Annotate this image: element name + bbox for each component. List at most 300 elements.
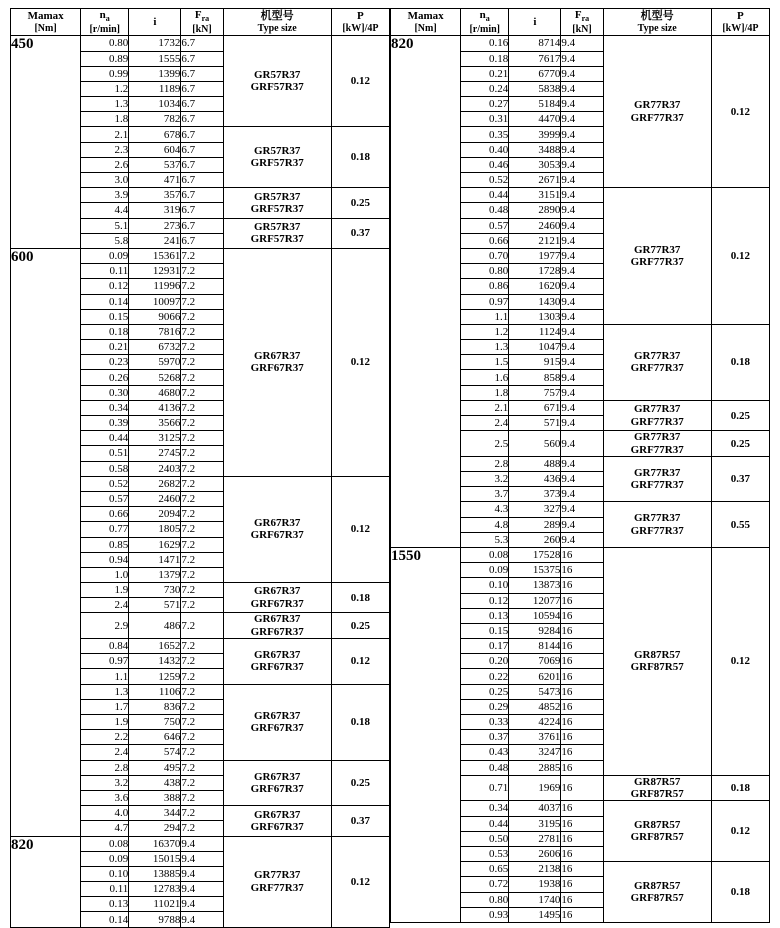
ratio-value: 4136 [129,400,181,415]
power-value: 0.12 [331,248,389,476]
ratio-value: 730 [129,583,181,598]
na-value: 0.80 [461,892,509,907]
fra-value: 9.4 [561,142,603,157]
fra-value: 9.4 [561,97,603,112]
fra-value: 9.4 [561,188,603,203]
na-value: 1.9 [81,715,129,730]
mamax-value: 820 [391,36,461,548]
fra-value: 16 [561,816,603,831]
power-value: 0.25 [331,188,389,218]
fra-value: 7.2 [181,400,223,415]
ratio-value: 16370 [129,836,181,851]
fra-value: 7.2 [181,279,223,294]
type-size-value: GR77R37 GRF77R37 [603,502,711,548]
table-row [391,36,770,51]
header-type: 机型号 Type size [223,9,331,36]
fra-value: 7.2 [181,416,223,431]
fra-value: 6.7 [181,66,223,81]
na-value: 0.48 [461,760,509,775]
na-value: 0.70 [461,248,509,263]
ratio-value: 1047 [509,340,561,355]
header-na: $n_a$ [r/min] [81,9,129,36]
ratio-value: 646 [129,730,181,745]
fra-value: 7.2 [181,669,223,684]
na-value: 2.1 [81,127,129,142]
ratio-value: 15375 [509,563,561,578]
ratio-value: 1805 [129,522,181,537]
ratio-value: 7069 [509,654,561,669]
na-value: 3.2 [461,472,509,487]
ratio-value: 2121 [509,233,561,248]
fra-value: 7.2 [181,775,223,790]
na-value: 0.80 [461,264,509,279]
fra-value: 6.7 [181,142,223,157]
ratio-value: 13885 [129,866,181,881]
type-size-value: GR67R37 GRF67R37 [223,760,331,806]
ratio-value: 373 [509,487,561,502]
ratio-value: 6732 [129,340,181,355]
type-size-value: GR67R37 GRF67R37 [223,806,331,836]
ratio-value: 1555 [129,51,181,66]
ratio-value: 1430 [509,294,561,309]
na-value: 0.52 [81,476,129,491]
ratio-value: 750 [129,715,181,730]
na-value: 0.89 [81,51,129,66]
fra-value: 6.7 [181,36,223,51]
header-na: $n_a$ [r/min] [461,9,509,36]
fra-value: 16 [561,907,603,922]
type-size-value: GR87R57 GRF87R57 [603,547,711,775]
ratio-value: 9788 [129,912,181,927]
ratio-value: 344 [129,806,181,821]
fra-value: 16 [561,846,603,861]
ratio-value: 5268 [129,370,181,385]
na-value: 0.10 [461,578,509,593]
power-value: 0.25 [331,613,389,639]
fra-value: 7.2 [181,583,223,598]
na-value: 0.94 [81,552,129,567]
fra-value: 7.2 [181,248,223,263]
na-value: 2.4 [81,745,129,760]
ratio-value: 560 [509,431,561,457]
ratio-value: 571 [129,598,181,613]
ratio-value: 5970 [129,355,181,370]
na-value: 0.08 [81,836,129,851]
na-value: 0.53 [461,846,509,861]
na-value: 0.09 [81,851,129,866]
fra-value: 7.2 [181,598,223,613]
type-size-value: GR67R37 GRF67R37 [223,248,331,476]
ratio-value: 1969 [509,775,561,801]
ratio-value: 6201 [509,669,561,684]
table-row [11,248,390,263]
na-value: 2.4 [461,416,509,431]
type-size-value: GR57R37 GRF57R37 [223,36,331,127]
table-row [391,547,770,562]
power-value: 0.18 [711,862,769,923]
header-mamax: Mamax [Nm] [11,9,81,36]
ratio-value: 836 [129,699,181,714]
fra-value: 7.2 [181,355,223,370]
na-value: 1.9 [81,583,129,598]
fra-value: 7.2 [181,522,223,537]
na-value: 0.11 [81,882,129,897]
power-value: 0.25 [711,400,769,430]
ratio-value: 6770 [509,66,561,81]
ratio-value: 260 [509,532,561,547]
na-value: 1.3 [461,340,509,355]
na-value: 0.21 [461,66,509,81]
na-value: 0.20 [461,654,509,669]
fra-value: 9.4 [561,173,603,188]
type-size-value: GR77R37 GRF77R37 [223,836,331,927]
right-spec-table [390,8,770,923]
na-value: 0.99 [81,66,129,81]
type-size-value: GR67R37 GRF67R37 [223,476,331,582]
na-value: 0.46 [461,157,509,172]
fra-value: 9.4 [561,157,603,172]
fra-value: 7.2 [181,309,223,324]
fra-value: 9.4 [561,233,603,248]
ratio-value: 11021 [129,897,181,912]
na-value: 0.48 [461,203,509,218]
fra-value: 9.4 [181,866,223,881]
fra-value: 7.2 [181,730,223,745]
ratio-value: 4224 [509,715,561,730]
na-value: 2.6 [81,157,129,172]
na-value: 0.84 [81,639,129,654]
ratio-value: 1629 [129,537,181,552]
header-fra: $F_{ra}$ [kN] [561,9,603,36]
ratio-value: 495 [129,760,181,775]
type-size-value: GR77R37 GRF77R37 [603,324,711,400]
type-size-value: GR67R37 GRF67R37 [223,613,331,639]
power-value: 0.12 [711,36,769,188]
ratio-value: 1728 [509,264,561,279]
fra-value: 9.4 [181,851,223,866]
fra-value: 9.4 [181,912,223,927]
ratio-value: 327 [509,502,561,517]
ratio-value: 9284 [509,623,561,638]
fra-value: 7.2 [181,613,223,639]
na-value: 0.71 [461,775,509,801]
fra-value: 7.2 [181,264,223,279]
na-value: 0.51 [81,446,129,461]
power-value: 0.12 [331,36,389,127]
na-value: 0.15 [461,623,509,638]
fra-value: 7.2 [181,324,223,339]
fra-value: 9.4 [561,416,603,431]
fra-value: 9.4 [561,248,603,263]
fra-value: 9.4 [561,218,603,233]
na-value: 1.2 [81,81,129,96]
na-value: 3.2 [81,775,129,790]
fra-value: 16 [561,547,603,562]
power-value: 0.18 [331,583,389,613]
fra-value: 16 [561,563,603,578]
fra-value: 9.4 [561,66,603,81]
fra-value: 16 [561,760,603,775]
na-value: 0.72 [461,877,509,892]
ratio-value: 1432 [129,654,181,669]
ratio-value: 2745 [129,446,181,461]
ratio-value: 319 [129,203,181,218]
mamax-value: 600 [11,248,81,836]
ratio-value: 3151 [509,188,561,203]
na-value: 0.44 [461,816,509,831]
fra-value: 16 [561,892,603,907]
type-size-value: GR67R37 GRF67R37 [223,639,331,685]
na-value: 0.86 [461,279,509,294]
type-size-value: GR57R37 GRF57R37 [223,127,331,188]
ratio-value: 273 [129,218,181,233]
ratio-value: 2890 [509,203,561,218]
fra-value: 9.4 [561,279,603,294]
na-value: 3.6 [81,790,129,805]
type-size-value: GR77R37 GRF77R37 [603,188,711,325]
fra-value: 9.4 [561,324,603,339]
ratio-value: 4037 [509,801,561,816]
na-value: 0.57 [81,491,129,506]
na-value: 0.44 [461,188,509,203]
fra-value: 9.4 [561,431,603,457]
fra-value: 7.2 [181,821,223,836]
ratio-value: 3053 [509,157,561,172]
na-value: 0.50 [461,831,509,846]
ratio-value: 15361 [129,248,181,263]
na-value: 1.2 [461,324,509,339]
header-i: i [129,9,181,36]
fra-value: 7.2 [181,684,223,699]
na-value: 1.1 [461,309,509,324]
fra-value: 16 [561,699,603,714]
header-p: P [kW]/4P [331,9,389,36]
ratio-value: 10097 [129,294,181,309]
ratio-value: 3195 [509,816,561,831]
na-value: 2.4 [81,598,129,613]
ratio-value: 604 [129,142,181,157]
na-value: 0.12 [461,593,509,608]
left-spec-table [10,8,390,928]
na-value: 1.1 [81,669,129,684]
ratio-value: 12931 [129,264,181,279]
na-value: 0.35 [461,127,509,142]
fra-value: 7.2 [181,385,223,400]
ratio-value: 757 [509,385,561,400]
na-value: 1.6 [461,370,509,385]
ratio-value: 3247 [509,745,561,760]
fra-value: 6.7 [181,218,223,233]
ratio-value: 1106 [129,684,181,699]
na-value: 1.3 [81,97,129,112]
na-value: 4.7 [81,821,129,836]
fra-value: 9.4 [561,532,603,547]
ratio-value: 1399 [129,66,181,81]
fra-value: 16 [561,715,603,730]
na-value: 4.8 [461,517,509,532]
na-value: 0.27 [461,97,509,112]
type-size-value: GR77R37 GRF77R37 [603,431,711,457]
na-value: 0.17 [461,639,509,654]
na-value: 0.66 [81,507,129,522]
na-value: 0.33 [461,715,509,730]
fra-value: 7.2 [181,370,223,385]
type-size-value: GR67R37 GRF67R37 [223,684,331,760]
ratio-value: 2094 [129,507,181,522]
ratio-value: 12077 [509,593,561,608]
fra-value: 16 [561,654,603,669]
ratio-value: 15015 [129,851,181,866]
left-table-panel [10,8,390,926]
fra-value: 9.4 [561,456,603,471]
fra-value: 16 [561,684,603,699]
fra-value: 9.4 [561,309,603,324]
fra-value: 6.7 [181,81,223,96]
fra-value: 16 [561,831,603,846]
fra-value: 7.2 [181,806,223,821]
ratio-value: 486 [129,613,181,639]
header-p: P [kW]/4P [711,9,769,36]
ratio-value: 671 [509,400,561,415]
fra-value: 7.2 [181,537,223,552]
na-value: 5.3 [461,532,509,547]
na-value: 1.3 [81,684,129,699]
na-value: 0.13 [461,608,509,623]
table-header-row [11,9,390,36]
na-value: 0.77 [81,522,129,537]
fra-value: 9.4 [561,81,603,96]
power-value: 0.12 [711,188,769,325]
na-value: 0.30 [81,385,129,400]
ratio-value: 1471 [129,552,181,567]
ratio-value: 1259 [129,669,181,684]
fra-value: 9.4 [561,51,603,66]
ratio-value: 3125 [129,431,181,446]
type-size-value: GR77R37 GRF77R37 [603,400,711,430]
fra-value: 9.4 [561,385,603,400]
fra-value: 16 [561,593,603,608]
ratio-value: 1620 [509,279,561,294]
fra-value: 9.4 [181,836,223,851]
right-table-body [391,36,770,923]
fra-value: 16 [561,745,603,760]
na-value: 3.9 [81,188,129,203]
type-size-value: GR87R57 GRF87R57 [603,801,711,862]
ratio-value: 5838 [509,81,561,96]
na-value: 0.16 [461,36,509,51]
ratio-value: 2781 [509,831,561,846]
na-value: 0.18 [81,324,129,339]
fra-value: 9.4 [561,472,603,487]
ratio-value: 2460 [129,491,181,506]
ratio-value: 2682 [129,476,181,491]
fra-value: 7.2 [181,431,223,446]
ratio-value: 3566 [129,416,181,431]
fra-value: 6.7 [181,203,223,218]
fra-value: 16 [561,623,603,638]
fra-value: 7.2 [181,745,223,760]
type-size-value: GR77R37 GRF77R37 [603,456,711,502]
na-value: 0.10 [81,866,129,881]
ratio-value: 13873 [509,578,561,593]
ratio-value: 1495 [509,907,561,922]
ratio-value: 858 [509,370,561,385]
fra-value: 7.2 [181,340,223,355]
na-value: 2.8 [81,760,129,775]
right-table-panel [390,8,770,921]
na-value: 0.25 [461,684,509,699]
ratio-value: 3999 [509,127,561,142]
fra-value: 6.7 [181,173,223,188]
fra-value: 6.7 [181,233,223,248]
na-value: 1.7 [81,699,129,714]
na-value: 0.31 [461,112,509,127]
fra-value: 9.4 [561,264,603,279]
na-value: 2.8 [461,456,509,471]
na-value: 0.34 [81,400,129,415]
table-row [11,36,390,51]
ratio-value: 1977 [509,248,561,263]
fra-value: 16 [561,862,603,877]
na-value: 0.34 [461,801,509,816]
na-value: 0.26 [81,370,129,385]
na-value: 3.0 [81,173,129,188]
fra-value: 6.7 [181,157,223,172]
ratio-value: 436 [509,472,561,487]
left-table-body [11,36,390,927]
type-size-value: GR57R37 GRF57R37 [223,188,331,218]
fra-value: 16 [561,608,603,623]
na-value: 2.3 [81,142,129,157]
mamax-value: 820 [11,836,81,927]
fra-value: 7.2 [181,567,223,582]
ratio-value: 17528 [509,547,561,562]
na-value: 0.57 [461,218,509,233]
header-type: 机型号 Type size [603,9,711,36]
ratio-value: 1303 [509,309,561,324]
ratio-value: 5184 [509,97,561,112]
na-value: 0.09 [461,563,509,578]
na-value: 0.15 [81,309,129,324]
ratio-value: 1652 [129,639,181,654]
ratio-value: 12783 [129,882,181,897]
fra-value: 7.2 [181,790,223,805]
fra-value: 7.2 [181,760,223,775]
fra-value: 7.2 [181,654,223,669]
fra-value: 7.2 [181,639,223,654]
na-value: 0.09 [81,248,129,263]
fra-value: 16 [561,775,603,801]
ratio-value: 1034 [129,97,181,112]
fra-value: 9.4 [561,36,603,51]
ratio-value: 8144 [509,639,561,654]
na-value: 4.0 [81,806,129,821]
na-value: 0.24 [461,81,509,96]
na-value: 0.80 [81,36,129,51]
fra-value: 9.4 [561,487,603,502]
ratio-value: 571 [509,416,561,431]
ratio-value: 471 [129,173,181,188]
na-value: 4.4 [81,203,129,218]
ratio-value: 241 [129,233,181,248]
na-value: 5.1 [81,218,129,233]
na-value: 0.97 [81,654,129,669]
power-value: 0.25 [711,431,769,457]
table-header-row [391,9,770,36]
fra-value: 6.7 [181,127,223,142]
ratio-value: 357 [129,188,181,203]
fra-value: 16 [561,730,603,745]
